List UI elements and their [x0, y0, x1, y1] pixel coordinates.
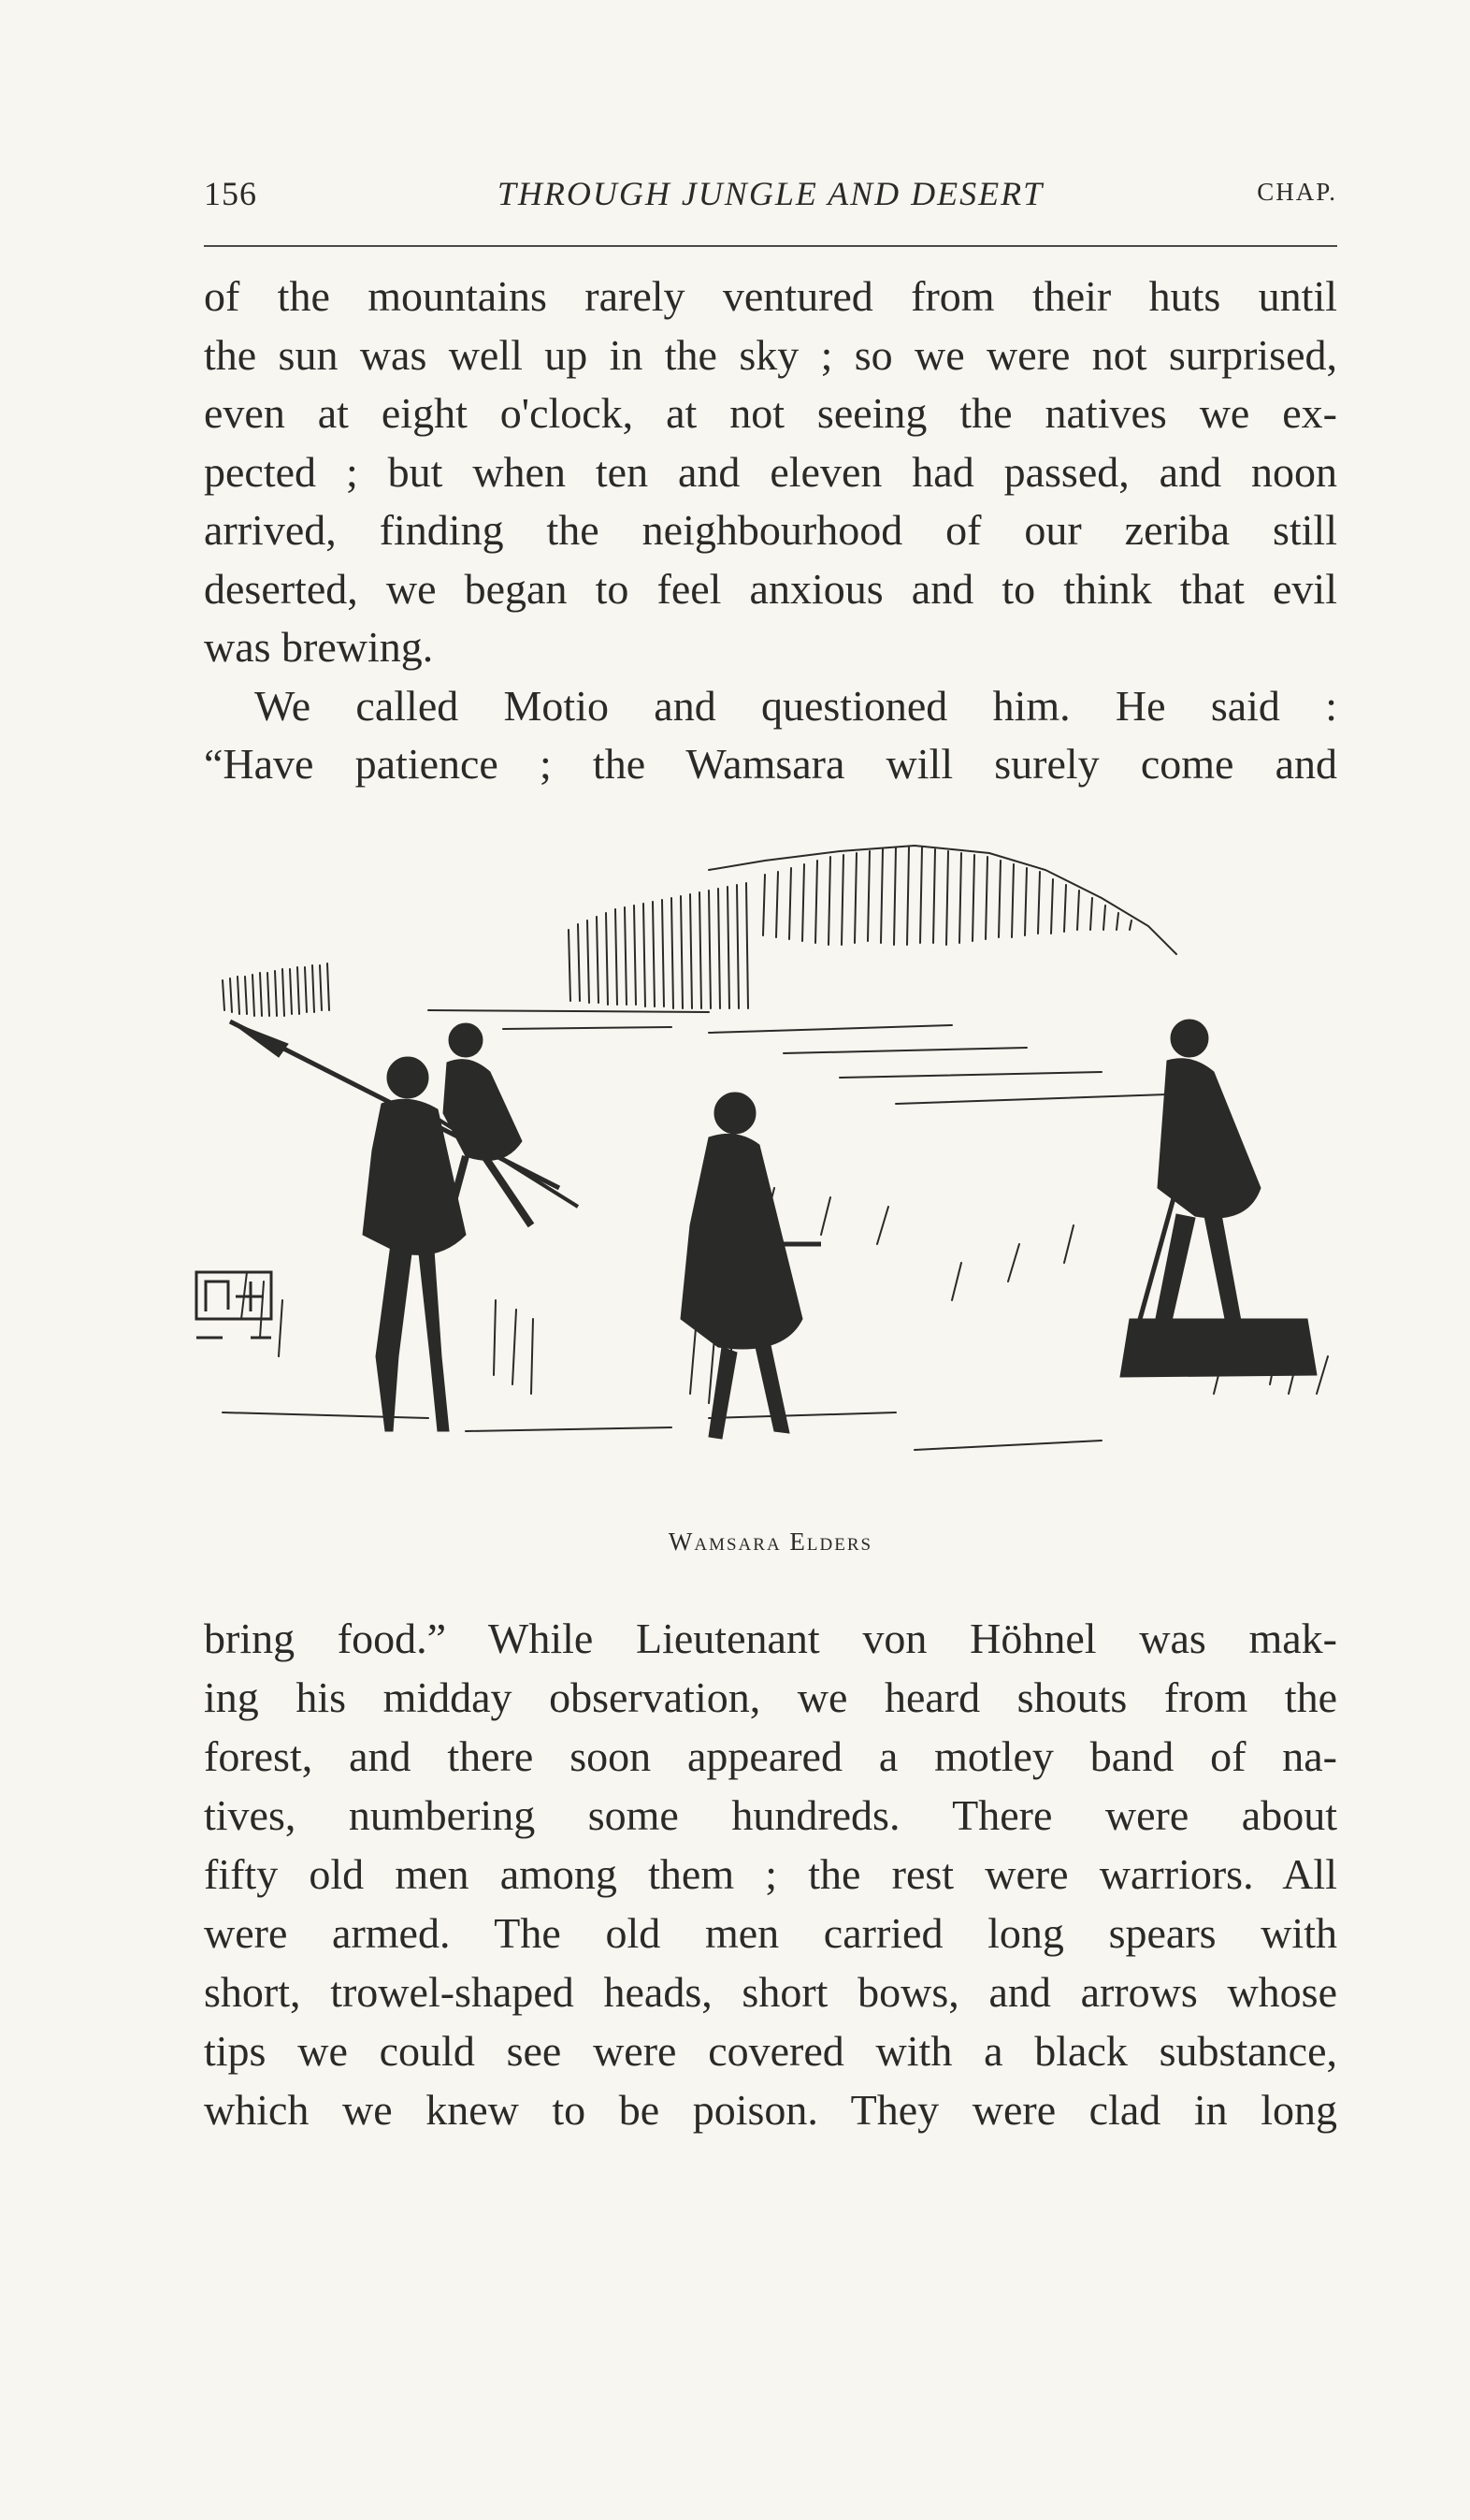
- text-line: pected ; but when ten and eleven had passed, and noon: [204, 447, 1337, 496]
- text-line: bring food.” While Lieutenant von Höhnel was mak-: [204, 1615, 1337, 1662]
- text-line: fifty old men among them ; the rest were warriors. All: [204, 1850, 1337, 1898]
- running-head: [204, 174, 1337, 221]
- figure-caption: Wamsara Elders: [668, 1528, 873, 1556]
- running-title: THROUGH JUNGLE AND DESERT: [497, 175, 1045, 212]
- paragraph-before-figure: [204, 268, 1337, 794]
- text-line: arrived, finding the neighbourhood of our zeriba still: [204, 506, 1337, 554]
- text-line: which we knew to be poison. They were clad in long: [204, 2086, 1337, 2134]
- text-line: even at eight o'clock, at not seeing the natives we ex-: [204, 389, 1337, 437]
- text-line: forest, and there soon appeared a motley band of na-: [204, 1732, 1337, 1780]
- text-line: tives, numbering some hundreds. There were about: [204, 1791, 1337, 1839]
- text-line: was brewing.: [204, 623, 434, 671]
- text-line: were armed. The old men carried long spears with: [204, 1909, 1337, 1957]
- text-line: ing his midday observation, we heard shouts from the: [204, 1673, 1337, 1721]
- text-line: the sun was well up in the sky ; so we were not surprised,: [204, 330, 1337, 379]
- text-line: tips we could see were covered with a black substance,: [204, 2027, 1337, 2075]
- text-line: “Have patience ; the Wamsara will surely come and: [204, 740, 1337, 788]
- header-rule: [204, 245, 1337, 247]
- illustration-wamsara-elders: [185, 833, 1362, 1521]
- chapter-label: CHAP.: [1257, 178, 1337, 206]
- text-line: of the mountains rarely ventured from their huts until: [204, 272, 1337, 320]
- engraving-drawing: [185, 833, 1362, 1521]
- text-line: short, trowel-shaped heads, short bows, and arrows whose: [204, 1968, 1337, 2016]
- text-line: We called Motio and questioned him. He said :: [254, 681, 1337, 730]
- paragraph-after-figure: [204, 1609, 1337, 2139]
- page-number: 156: [204, 175, 257, 212]
- text-line: deserted, we began to feel anxious and to think that evil: [204, 564, 1337, 613]
